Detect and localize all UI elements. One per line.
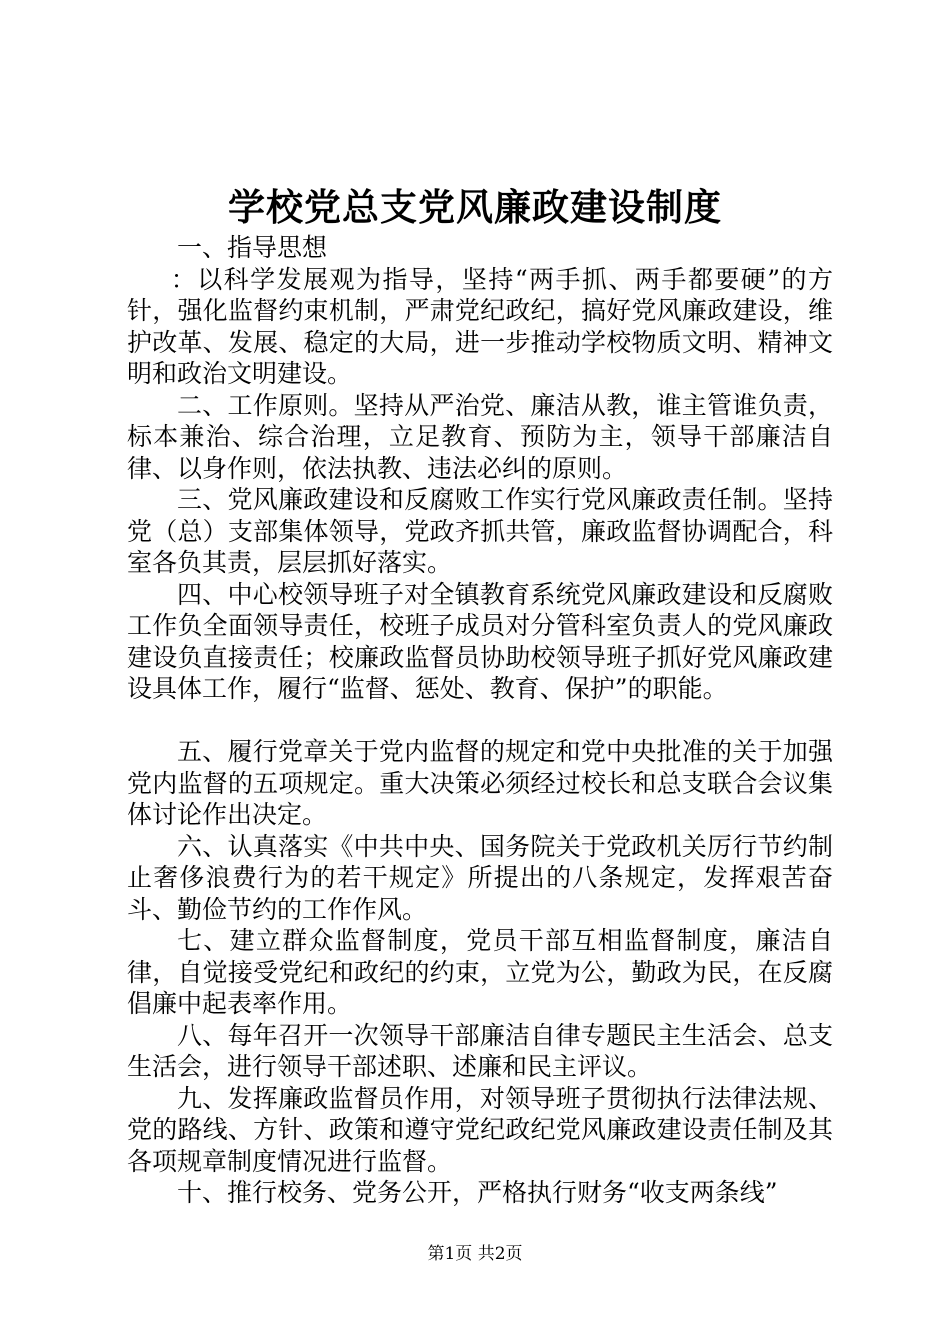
- paragraph-guiding-thought: ：以科学发展观为指导，坚持“两手抓、两手都要硬”的方针，强化监督约束机制，严肃党纪政纪，搞好党风廉政建设，维护改革、发展、稳定的大局，进一步推动学校物质文明、精神文明和政治文明建设。: [127, 264, 833, 388]
- section-heading-guiding-thought: 一、指导思想: [177, 233, 328, 262]
- document-title: 学校党总支党风廉政建设制度: [228, 185, 722, 229]
- paragraph-mass-supervision: 七、建立群众监督制度，党员干部互相监督制度，廉洁自律，自觉接受党纪和政纪的约束，立党为公，勤政为民，在反腐倡廉中起表率作用。: [127, 926, 833, 1018]
- paragraph-democratic-life: 八、每年召开一次领导干部廉洁自律专题民主生活会、总支生活会，进行领导干部述职、述廉和民主评议。: [127, 1020, 833, 1081]
- paragraph-work-principles: 二、工作原则。坚持从严治党、廉洁从教，谁主管谁负责，标本兼治、综合治理，立足教育、预防为主，领导干部廉洁自律、以身作则，依法执教、违法必纠的原则。: [127, 390, 833, 483]
- document-body: [127, 232, 833, 1209]
- page-footer: 第1页 共2页: [427, 1244, 523, 1264]
- paragraph-frugality: 六、认真落实《中共中央、国务院关于党政机关厉行节约制止奢侈浪费行为的若干规定》所提出的八条规定，发挥艰苦奋斗、勤俭节约的工作作风。: [127, 831, 833, 924]
- paragraph-responsibility-system: 三、党风廉政建设和反腐败工作实行党风廉政责任制。坚持党（总）支部集体领导，党政齐抓共管，廉政监督协调配合，科室各负其责，层层抓好落实。: [127, 485, 833, 577]
- paragraph-supervisor-role: 九、发挥廉政监督员作用，对领导班子贯彻执行法律法规、党的路线、方针、政策和遵守党纪政纪党风廉政建设责任制及其各项规章制度情况进行监督。: [127, 1083, 833, 1176]
- paragraph-party-supervision: 五、履行党章关于党内监督的规定和党中央批准的关于加强党内监督的五项规定。重大决策必须经过校长和总支联合会议集体讨论作出决定。: [127, 737, 833, 829]
- paragraph-openness: 十、推行校务、党务公开，严格执行财务“收支两条线”: [177, 1178, 778, 1207]
- paragraph-leadership-responsibility: 四、中心校领导班子对全镇教育系统党风廉政建设和反腐败工作负全面领导责任，校班子成员对分管科室负责人的党风廉政建设负直接责任；校廉政监督员协助校领导班子抓好党风廉政建设具体工作，履行“监督、惩处、教育、保护”的职能。: [127, 579, 833, 703]
